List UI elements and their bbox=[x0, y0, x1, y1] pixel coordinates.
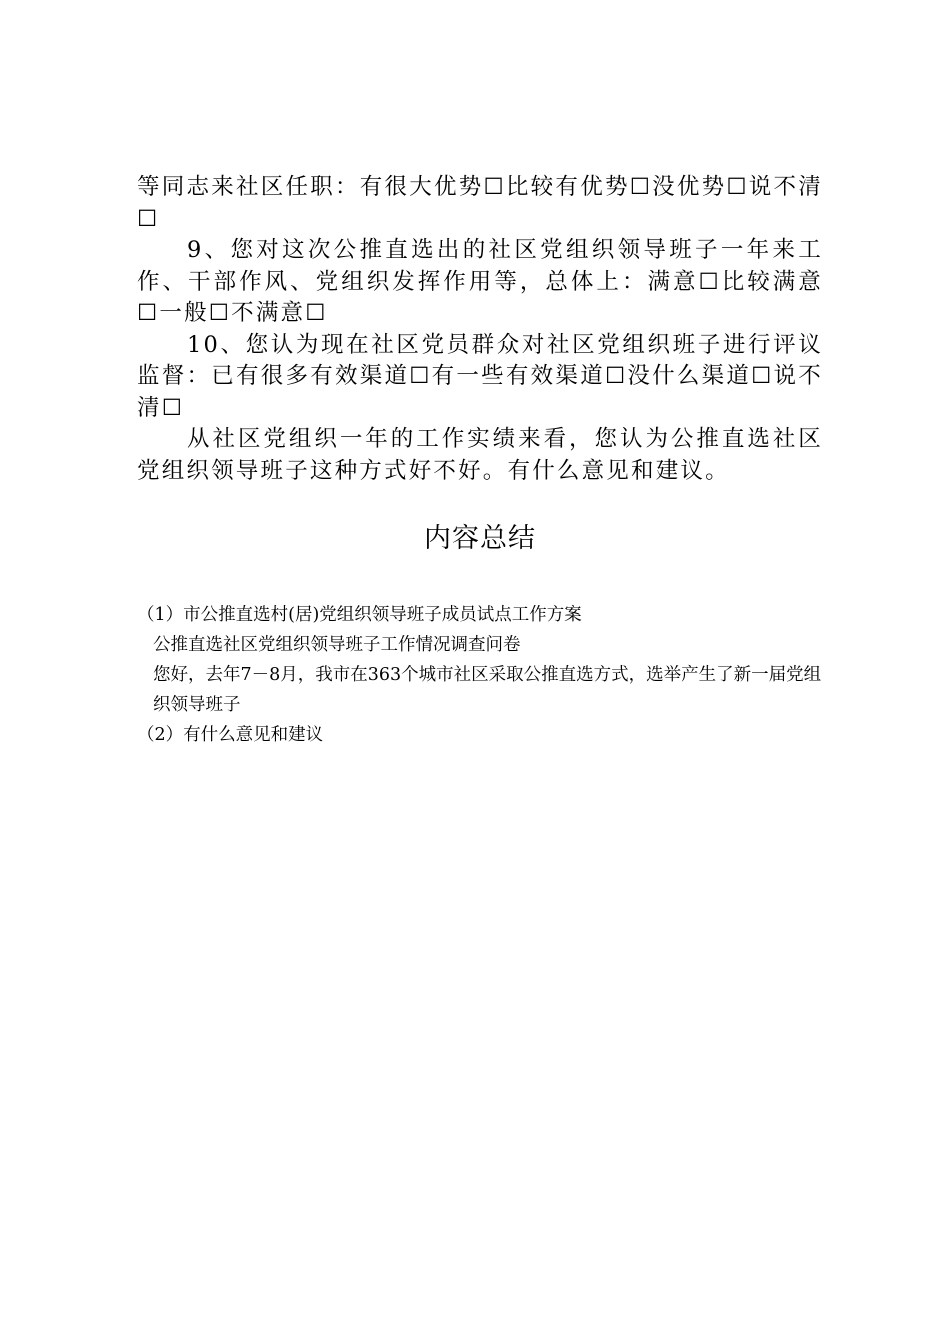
summary-item-1: （1）市公推直选村(居)党组织领导班子成员试点工作方案 bbox=[137, 605, 582, 625]
summary-section bbox=[137, 600, 827, 750]
paragraph-question-9: 9、您对这次公推直选出的社区党组织领导班子一年来工作、干部作风、党组织发挥作用等，总体上：满意☐比较满意☐一般☐不满意☐ bbox=[137, 237, 823, 326]
questionnaire-body bbox=[137, 172, 823, 487]
paragraph-open-question: 从社区党组织一年的工作实绩来看，您认为公推直选社区党组织领导班子这种方式好不好。有什么意见和建议。 bbox=[137, 426, 823, 484]
summary-item-1-sub-2: 您好，去年7－8月，我市在363个城市社区采取公推直选方式，选举产生了新一届党组织领导班子 bbox=[153, 665, 822, 715]
paragraph-question-8-continued: 等同志来社区任职：有很大优势☐比较有优势☐没优势☐说不清☐ bbox=[137, 174, 823, 232]
summary-item-1-sub-1: 公推直选社区党组织领导班子工作情况调查问卷 bbox=[153, 635, 521, 655]
summary-item-2: （2）有什么意见和建议 bbox=[137, 725, 324, 745]
summary-title: 内容总结 bbox=[424, 523, 536, 554]
paragraph-question-10: 10、您认为现在社区党员群众对社区党组织班子进行评议监督：已有很多有效渠道☐有一些有效渠道☐没什么渠道☐说不清☐ bbox=[137, 331, 823, 421]
